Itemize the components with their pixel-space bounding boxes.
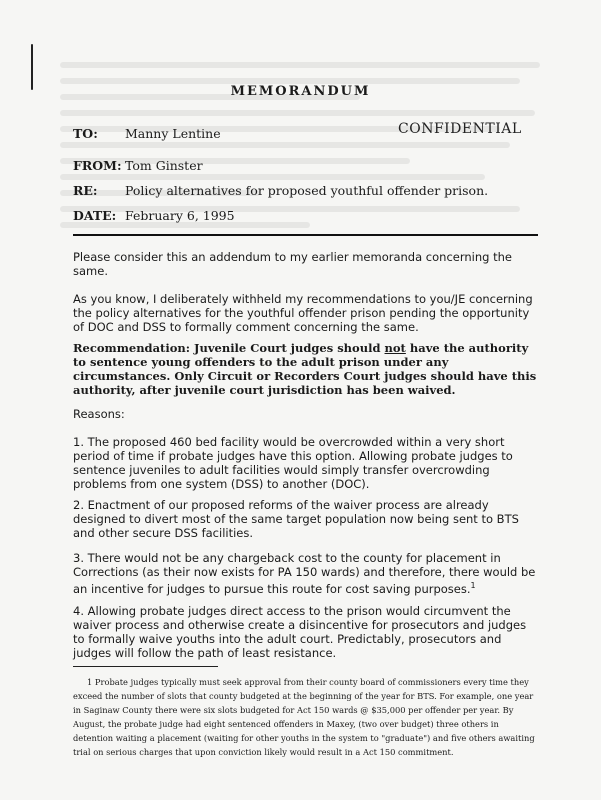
confidential-stamp: CONFIDENTIAL (398, 121, 522, 137)
recommendation-label: Recommendation: (73, 341, 191, 355)
reason-4-text: 4. Allowing probate judges direct access to the prison would circumvent the waiver process and otherwise create a disincentive for prosecutors and judges to formally waive youths into the adult court. Predictably, prosecutors and judges will follow the path of least resistance. (73, 604, 527, 660)
recommendation-part-2: have the authority to sentence young offenders to the adult prison under any circumstances. Only Circuit or Recorders Court judges should have this authority, after juvenile court jurisdiction has been waived. (73, 341, 537, 397)
reason-3 (73, 551, 541, 596)
to-value: Manny Lentine (125, 126, 221, 141)
paragraph-as-you-know (73, 292, 541, 334)
reasons-heading-text: Reasons: (73, 407, 125, 421)
reason-4 (73, 604, 541, 660)
date-value: February 6, 1995 (125, 208, 235, 223)
recommendation-not: not (384, 341, 406, 355)
reason-1 (73, 435, 541, 491)
paragraph-as-you-know-text: As you know, I deliberately withheld my recommendations to you/JE concerning the policy alternatives for the youthful offender prison pending the opportunity of DOC and DSS to formally comment concerning the same. (73, 292, 533, 334)
footnote-divider (73, 666, 218, 667)
footnote: 1 Probate judges typically must seek approval from their county board of commissioners every time they exceed the number of slots that county budgeted at the beginning of the year for BTS. For example, one year in Saginaw County there were six slots budgeted for Act 150 wards @ $35,000 per offender per year. By August, the probate judge had eight sentenced offenders in Maxey, (two over budget) three others in detention waiting a placement (waiting for other youths in the system to "graduate") and five others awaiting trial on serious charges that upon conviction likely would result in a Act 150 commitment. (73, 677, 535, 757)
re-label: RE: (73, 183, 98, 198)
reason-3-text (73, 551, 541, 596)
from-value: Tom Ginster (125, 158, 203, 173)
footnote-reference: 1 (470, 581, 476, 590)
from-label: FROM: (73, 158, 122, 173)
header-divider (73, 234, 538, 236)
reason-2 (73, 498, 541, 540)
re-value: Policy alternatives for proposed youthful offender prison. (125, 183, 489, 198)
date-label: DATE: (73, 208, 117, 223)
reason-3-body: 3. There would not be any chargeback cost to the county for placement in Corrections (as their now exists for PA 150 wards) and therefore, there would be an incentive for judges to pursue this route for cost saving purposes. (73, 551, 536, 596)
paragraph-addendum-text: Please consider this an addendum to my earlier memoranda concerning the same. (73, 250, 512, 278)
to-label: TO: (73, 126, 98, 141)
recommendation-text (73, 341, 541, 397)
recommendation (73, 341, 541, 397)
memo-title: MEMORANDUM (230, 84, 371, 99)
reason-1-text: 1. The proposed 460 bed facility would be overcrowded within a very short period of time if probate judges have this option. Allowing probate judges to sentence juveniles to adult facilities would simply transfer overcrowding problems from one system (DSS) to another (DOC). (73, 435, 513, 491)
reasons-heading (73, 407, 541, 421)
paragraph-addendum (73, 250, 541, 278)
recommendation-part-1: Juvenile Court judges should (194, 341, 381, 355)
reason-2-text: 2. Enactment of our proposed reforms of the waiver process are already designed to divert most of the same target population now being sent to BTS and other secure DSS facilities. (73, 498, 519, 540)
